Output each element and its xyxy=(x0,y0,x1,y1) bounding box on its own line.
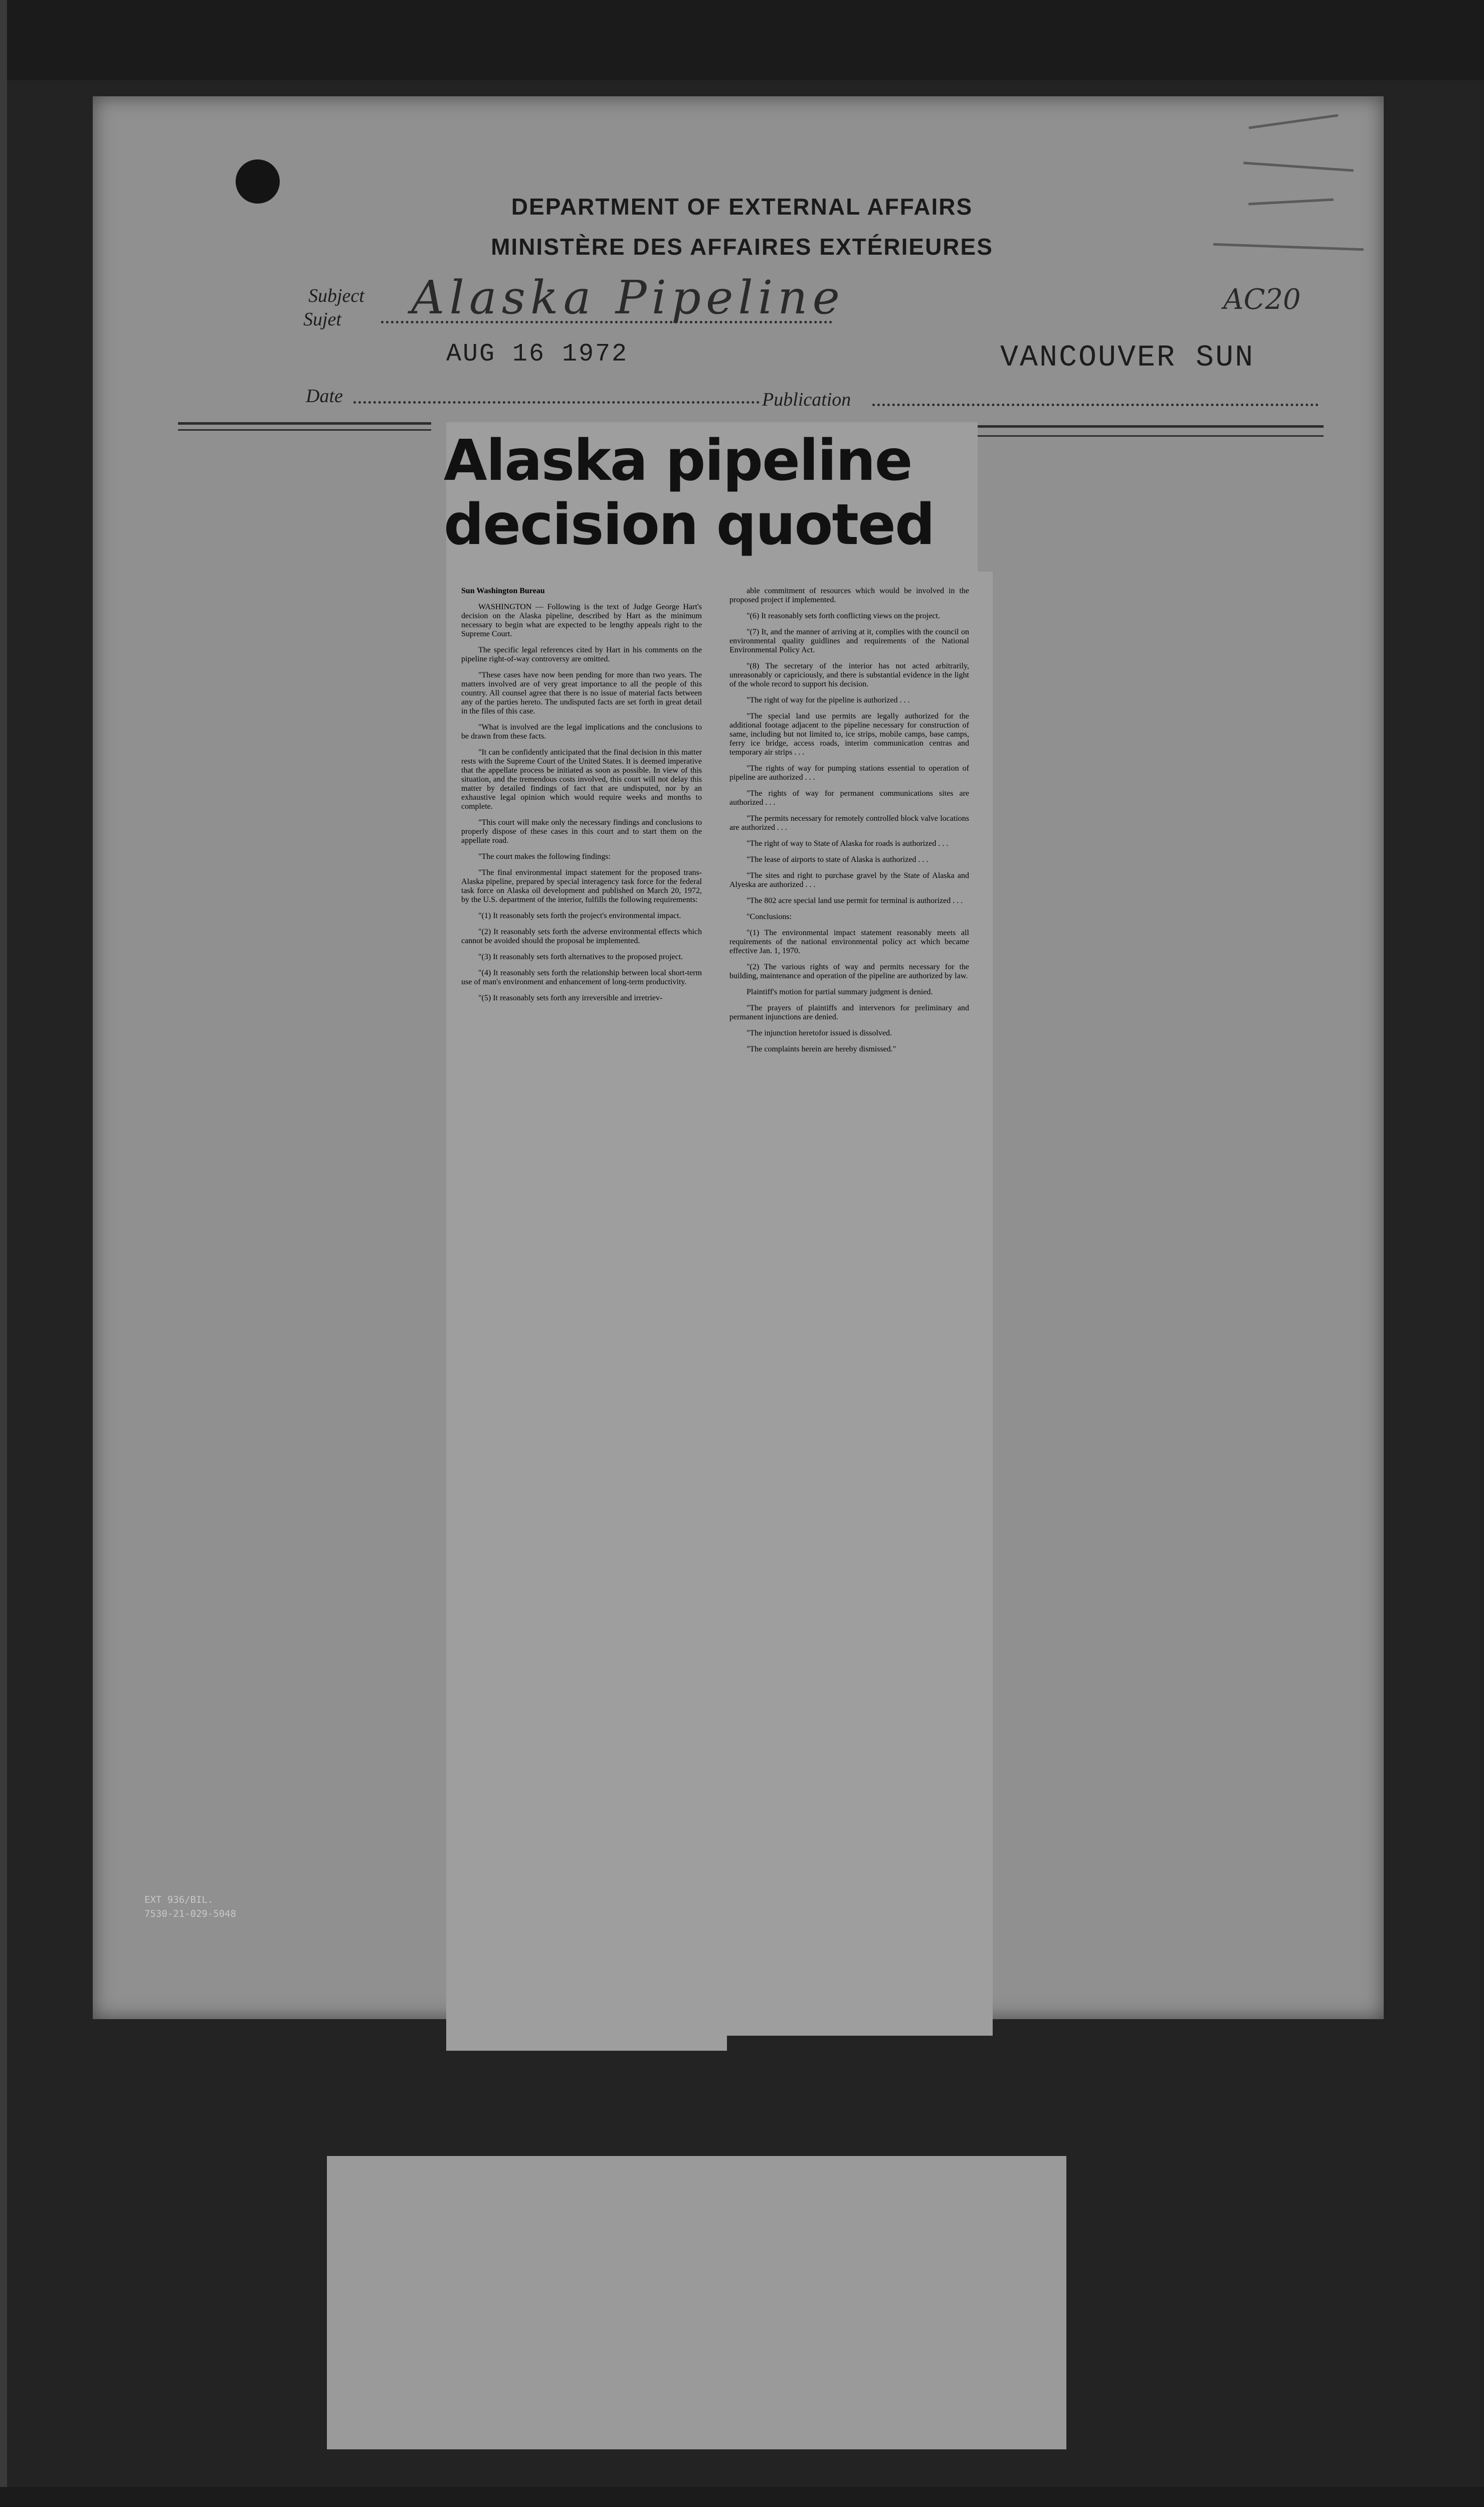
department-title-en: DEPARTMENT OF EXTERNAL AFFAIRS xyxy=(511,194,973,220)
article-paragraph: "(6) It reasonably sets forth conflicting views on the project. xyxy=(747,612,940,620)
form-code xyxy=(144,1893,236,1921)
article-paragraph: "(1) It reasonably sets forth the project's environmental impact. xyxy=(478,912,681,920)
date-line xyxy=(353,401,760,404)
article-paragraph: "The court makes the following findings: xyxy=(478,852,611,861)
article-paragraph: "These cases have now been pending for more than two years. The matters involved are of very great importance to all the people of this country. All counsel agree that there is no issue of material facts between any of the parties hereto. The undisputed facts are set forth in great detail in the files of this case. xyxy=(461,671,702,715)
article-paragraph: "Conclusions: xyxy=(747,913,792,921)
article-paragraph: "The injunction heretofor issued is dissolved. xyxy=(747,1029,892,1037)
article-paragraph: "The lease of airports to state of Alaska is authorized . . . xyxy=(747,855,929,864)
date-label: Date xyxy=(306,386,343,407)
article-paragraph: "(3) It reasonably sets forth alternatives to the proposed project. xyxy=(478,953,683,961)
article-paragraph: "The right of way for the pipeline is authorized . . . xyxy=(747,696,910,704)
article-paragraph: "(4) It reasonably sets forth the relationship between local short-term use of man's environment and enhancement of long-term productivity. xyxy=(461,969,702,986)
headline-line: decision quoted xyxy=(444,492,935,558)
article-paragraph: "The sites and right to purchase gravel by the State of Alaska and Alyeska are authorized . . . xyxy=(729,871,969,889)
article-paragraph: The specific legal references cited by Hart in his comments on the pipeline right-of-way controversy are omitted. xyxy=(461,646,702,663)
article-paragraph: "The rights of way for permanent communications sites are authorized . . . xyxy=(729,789,969,807)
scan-border-top xyxy=(0,0,1484,80)
date-stamp: AUG 16 1972 xyxy=(446,340,629,369)
article-paragraph: "(2) The various rights of way and permits necessary for the building, maintenance and operation of the pipeline are authorized by law. xyxy=(729,963,969,980)
article-paragraph: WASHINGTON — Following is the text of Judge George Hart's decision on the Alaska pipeline, described by Hart as the minimum necessary to begin what are expected to be lengthy appeals right to the Supreme Court. xyxy=(461,603,702,638)
divider-rule-left xyxy=(178,422,431,425)
article-paragraph: "(5) It reasonably sets forth any irreversible and irretriev- xyxy=(478,994,663,1002)
article-paragraph: "The rights of way for pumping stations essential to operation of pipeline are authorized . . . xyxy=(729,764,969,782)
headline-line: Alaska pipeline xyxy=(444,428,912,493)
publication-label: Publication xyxy=(762,389,851,410)
blank-paper-slip xyxy=(327,2156,1066,2449)
article-paragraph: Plaintiff's motion for partial summary judgment is denied. xyxy=(747,988,933,996)
publication-stamp: VANCOUVER SUN xyxy=(1000,341,1255,375)
article-paragraph: "The final environmental impact statement for the proposed trans-Alaska pipeline, prepared by special interagency task force for the federal task force on Alaska oil development and published on March 20, 1972, by the U.S. department of the interior, fulfills the following requirements: xyxy=(461,868,702,904)
article-paragraph: "(7) It, and the manner of arriving at it, complies with the council on environmental quality guidlines and requirements of the National Environmental Policy Act. xyxy=(729,628,969,654)
subject-handwritten: Alaska Pipeline xyxy=(411,271,845,324)
article-paragraph: "(8) The secretary of the interior has not acted arbitrarily, unreasonably or capriciously, and there is substantial evidence in the light of the whole record to support his decision. xyxy=(729,662,969,688)
article-paragraph: "The complaints herein are hereby dismissed." xyxy=(747,1045,896,1053)
article-paragraph: "The 802 acre special land use permit for terminal is authorized . . . xyxy=(747,897,963,905)
article-column-1 xyxy=(461,587,702,1010)
department-title-fr: MINISTÈRE DES AFFAIRES EXTÉRIEURES xyxy=(491,234,993,260)
article-paragraph: able commitment of resources which would be involved in the proposed project if implemented. xyxy=(729,587,969,604)
file-code: AC20 xyxy=(1223,283,1301,316)
article-byline: Sun Washington Bureau xyxy=(461,587,545,595)
article-paragraph: "This court will make only the necessary findings and conclusions to properly dispose of these cases in this court and to start them on the appellate road. xyxy=(461,818,702,845)
article-paragraph: "The special land use permits are legally authorized for the additional footage adjacent to the pipeline necessary for construction of same, including but not limited to, ice strips, mobile camps, base camps, ferry ice bridge, access roads, interim communication centras and temporary air strips . . . xyxy=(729,712,969,757)
subject-label: Subject xyxy=(308,285,364,306)
article-paragraph: "What is involved are the legal implications and the conclusions to be drawn from these facts. xyxy=(461,723,702,741)
scan-border-bottom xyxy=(0,2487,1484,2507)
divider-rule-right-2 xyxy=(978,435,1324,437)
form-code-line: 7530-21-029-5048 xyxy=(144,1908,237,1919)
divider-rule-right xyxy=(978,425,1324,428)
article-paragraph: "(2) It reasonably sets forth the adverse environmental effects which cannot be avoided should the proposal be implemented. xyxy=(461,928,702,945)
divider-rule-left-2 xyxy=(178,429,431,431)
publication-line xyxy=(872,404,1319,406)
article-paragraph: "(1) The environmental impact statement reasonably meets all requirements of the national environmental policy act which became effective Jan. 1, 1970. xyxy=(729,929,969,955)
article-column-2 xyxy=(729,587,969,1061)
form-code-line: EXT 936/BIL. xyxy=(144,1894,214,1905)
article-paragraph: "The permits necessary for remotely controlled block valve locations are authorized . . . xyxy=(729,814,969,832)
article-headline xyxy=(444,429,970,557)
subject-label-fr: Sujet xyxy=(303,309,341,330)
article-paragraph: "The prayers of plaintiffs and intervenors for preliminary and permanent injunctions are denied. xyxy=(729,1004,969,1021)
scan-edge xyxy=(0,0,7,2507)
article-paragraph: "The right of way to State of Alaska for roads is authorized . . . xyxy=(747,839,949,848)
article-paragraph: "It can be confidently anticipated that the final decision in this matter rests with the Supreme Court of the United States. It is deemed imperative that the appellate process be initiated as soon as possible. In view of this situation, and the tremendous costs involved, this court will not delay this matter by detailed findings of fact that are undisputed, nor by an exhaustive legal opinion which would require weeks and months to complete. xyxy=(461,748,702,811)
